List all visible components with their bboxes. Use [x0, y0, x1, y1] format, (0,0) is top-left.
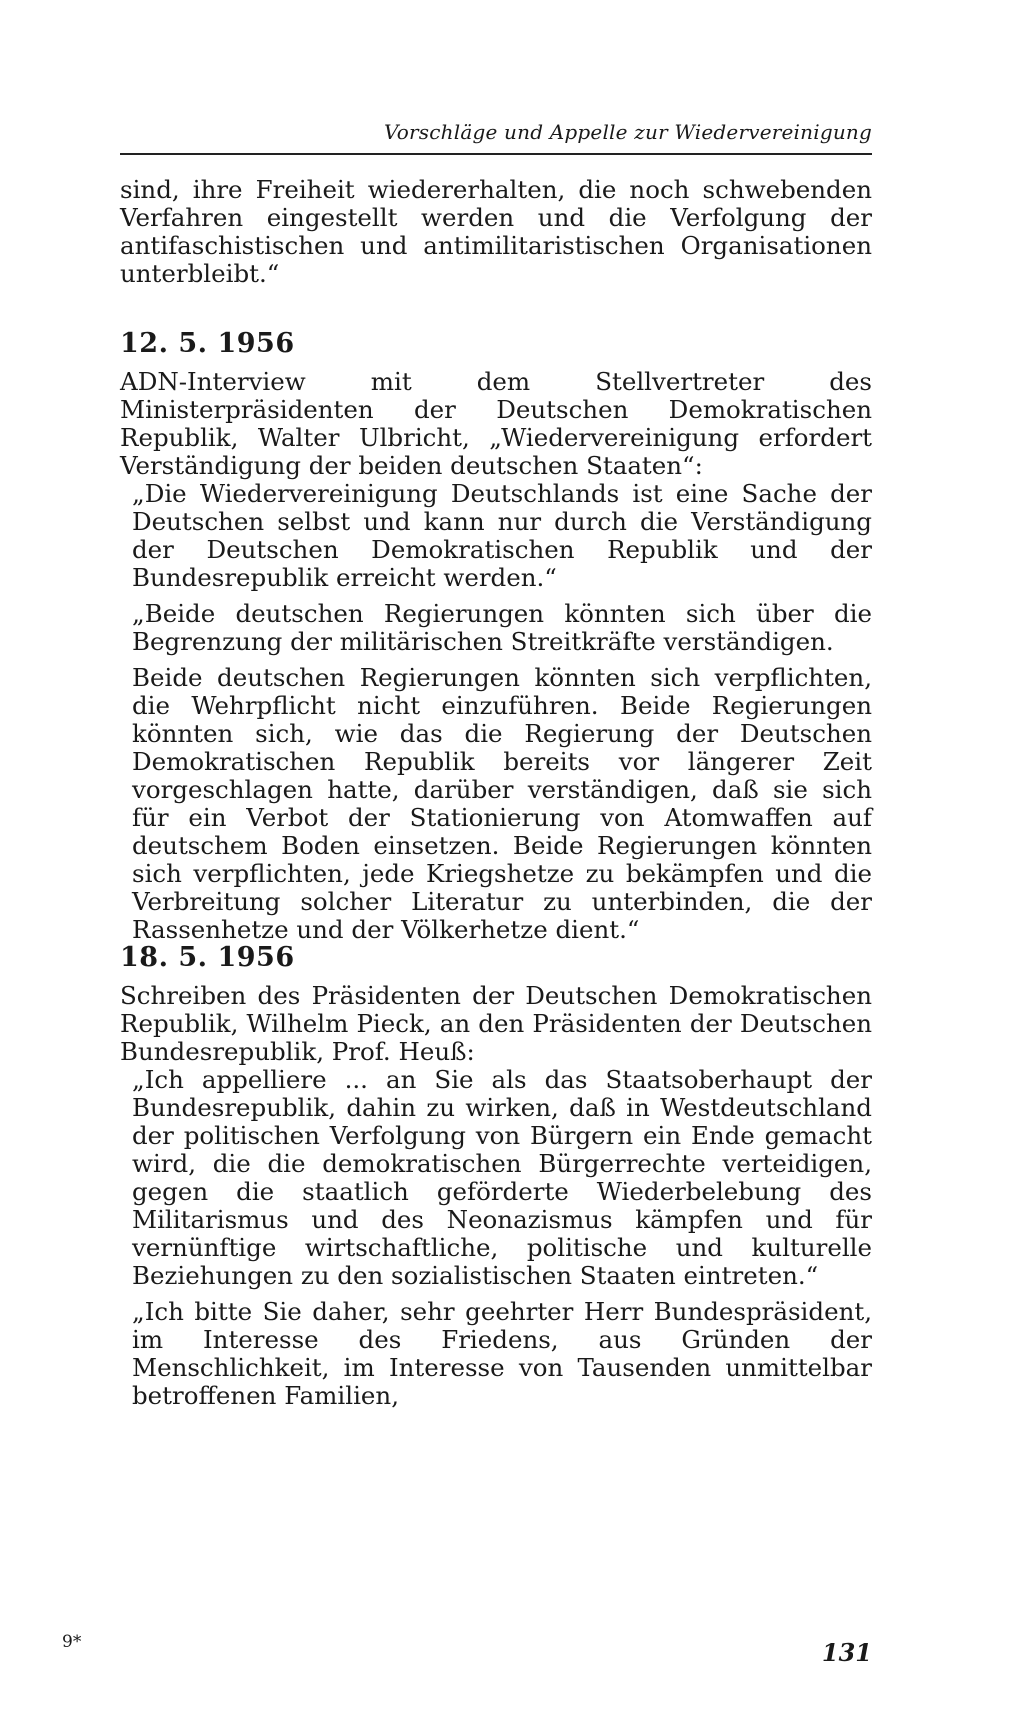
section-date: 18. 5. 1956 — [120, 942, 295, 973]
quote-paragraph: „Ich appelliere ... an Sie als das Staatsoberhaupt der Bundesrepublik, dahin zu wirken, daß in Westdeutschland der politischen Verfolgung von Bürgern ein Ende gemacht wird, die die demokratischen Bürgerrechte verteidigen, gegen die staatlich geförderte Wiederbelebung des Militarismus und des Neonazismus kämpfen und für vernünftige wirtschaftliche, politische und kulturelle Beziehungen zu den sozialistischen Staaten eintreten.“ — [132, 1065, 872, 1290]
page-number: 131 — [821, 1638, 872, 1667]
continuation-paragraph: sind, ihre Freiheit wiedererhalten, die noch schwebenden Verfahren eingestellt werden und die Verfolgung der antifaschistischen und antimilitaristischen Organisationen unterbleibt.“ — [120, 175, 872, 288]
quote-paragraph: „Die Wiedervereinigung Deutschlands ist eine Sache der Deutschen selbst und kann nur durch die Verständigung der Deutschen Demokratischen Republik und der Bundesrepublik erreicht werden.“ — [132, 479, 872, 592]
running-head: Vorschläge und Appelle zur Wiedervereinigung — [383, 120, 872, 144]
signature-mark: 9* — [62, 1632, 82, 1652]
quote-paragraph: „Beide deutschen Regierungen könnten sich über die Begrenzung der militärischen Streitkräfte verständigen. — [132, 599, 872, 656]
section-intro: ADN-Interview mit dem Stellvertreter des Ministerpräsidenten der Deutschen Demokratischen Republik, Walter Ulbricht, „Wiedervereinigung erfordert Verständigung der beiden deutschen Staaten“: — [120, 367, 872, 480]
section-date: 12. 5. 1956 — [120, 328, 295, 359]
quote-paragraph: „Ich bitte Sie daher, sehr geehrter Herr Bundespräsident, im Interesse des Friedens, aus Gründen der Menschlichkeit, im Interesse von Tausenden unmittelbar betroffenen Familien, — [132, 1297, 872, 1410]
section-1956-05-18 — [120, 944, 872, 1410]
section-1956-05-12 — [120, 330, 872, 944]
continuation-block — [120, 176, 872, 288]
header-rule — [120, 153, 872, 155]
section-intro: Schreiben des Präsidenten der Deutschen Demokratischen Republik, Wilhelm Pieck, an den Präsidenten der Deutschen Bundesrepublik, Prof. Heuß: — [120, 981, 872, 1066]
quote-paragraph: Beide deutschen Regierungen könnten sich verpflichten, die Wehrpflicht nicht einzuführen. Beide Regierungen könnten sich, wie das die Regierung der Deutschen Demokratischen Republik bereits vor längerer Zeit vorgeschlagen hatte, darüber verständigen, daß sie sich für ein Verbot der Stationierung von Atomwaffen auf deutschem Boden einsetzen. Beide Regierungen könnten sich verpflichten, jede Kriegshetze zu bekämpfen und die Verbreitung solcher Literatur zu unterbinden, die der Rassenhetze und der Völkerhetze dient.“ — [132, 663, 872, 944]
